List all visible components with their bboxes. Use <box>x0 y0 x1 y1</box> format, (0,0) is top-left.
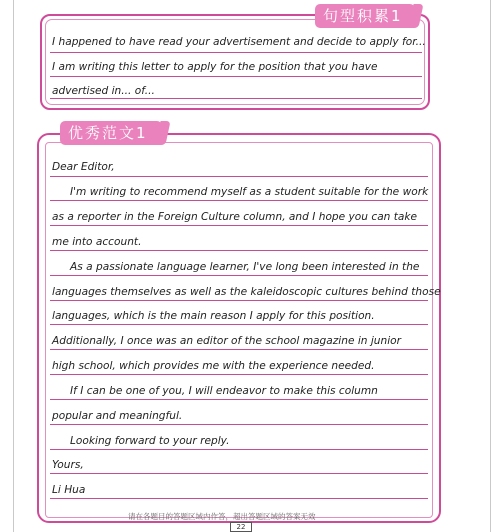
writing-rule <box>50 225 428 226</box>
writing-rule <box>50 275 428 276</box>
essay-line-9: high school, which provides me with the experience needed. <box>52 360 375 372</box>
sample-essay-section-tag: 优秀范文1 <box>60 121 162 145</box>
phrase-line-3: advertised in... of... <box>52 85 155 97</box>
essay-line-4: me into account. <box>52 236 142 248</box>
essay-line-8: Additionally, I once was an editor of the school magazine in junior <box>52 335 402 347</box>
page-edge-right <box>490 0 491 532</box>
phrase-line-2: I am writing this letter to apply for the position that you have <box>52 61 378 73</box>
phrase-line-1: I happened to have read your advertisement and decide to apply for... <box>52 36 426 48</box>
essay-signature: Li Hua <box>52 484 86 496</box>
essay-line-3: as a reporter in the Foreign Culture column, and I hope you can take <box>52 211 418 223</box>
writing-rule <box>50 324 428 325</box>
essay-greeting: Dear Editor, <box>52 161 115 173</box>
answer-area-notice: 请在各题目的答题区域内作答，超出答题区域的答案无效 <box>128 512 316 521</box>
writing-rule <box>50 300 428 301</box>
essay-closing: Yours, <box>52 459 84 471</box>
writing-rule <box>50 76 422 77</box>
writing-rule <box>50 449 428 450</box>
page-edge-left <box>13 0 14 532</box>
writing-rule <box>50 473 428 474</box>
writing-rule <box>50 399 428 400</box>
writing-rule <box>50 52 422 53</box>
essay-line-10: If I can be one of you, I will endeavor to make this column <box>70 385 378 397</box>
writing-rule <box>50 98 422 99</box>
essay-line-6: languages themselves as well as the kaleidoscopic cultures behind those <box>52 286 441 298</box>
phrases-section-tag: 句型积累1 <box>315 4 415 28</box>
essay-line-11: popular and meaningful. <box>52 410 183 422</box>
writing-rule <box>50 424 428 425</box>
essay-line-12: Looking forward to your reply. <box>70 435 230 447</box>
writing-rule <box>50 498 428 499</box>
essay-line-5: As a passionate language learner, I've long been interested in the <box>70 261 420 273</box>
essay-line-2: I'm writing to recommend myself as a student suitable for the work <box>70 186 429 198</box>
writing-rule <box>50 176 428 177</box>
essay-line-7: languages, which is the main reason I apply for this position. <box>52 310 375 322</box>
writing-rule <box>50 200 428 201</box>
writing-rule <box>50 349 428 350</box>
page-number: 22 <box>230 522 252 532</box>
writing-rule <box>50 374 428 375</box>
writing-rule <box>50 250 428 251</box>
